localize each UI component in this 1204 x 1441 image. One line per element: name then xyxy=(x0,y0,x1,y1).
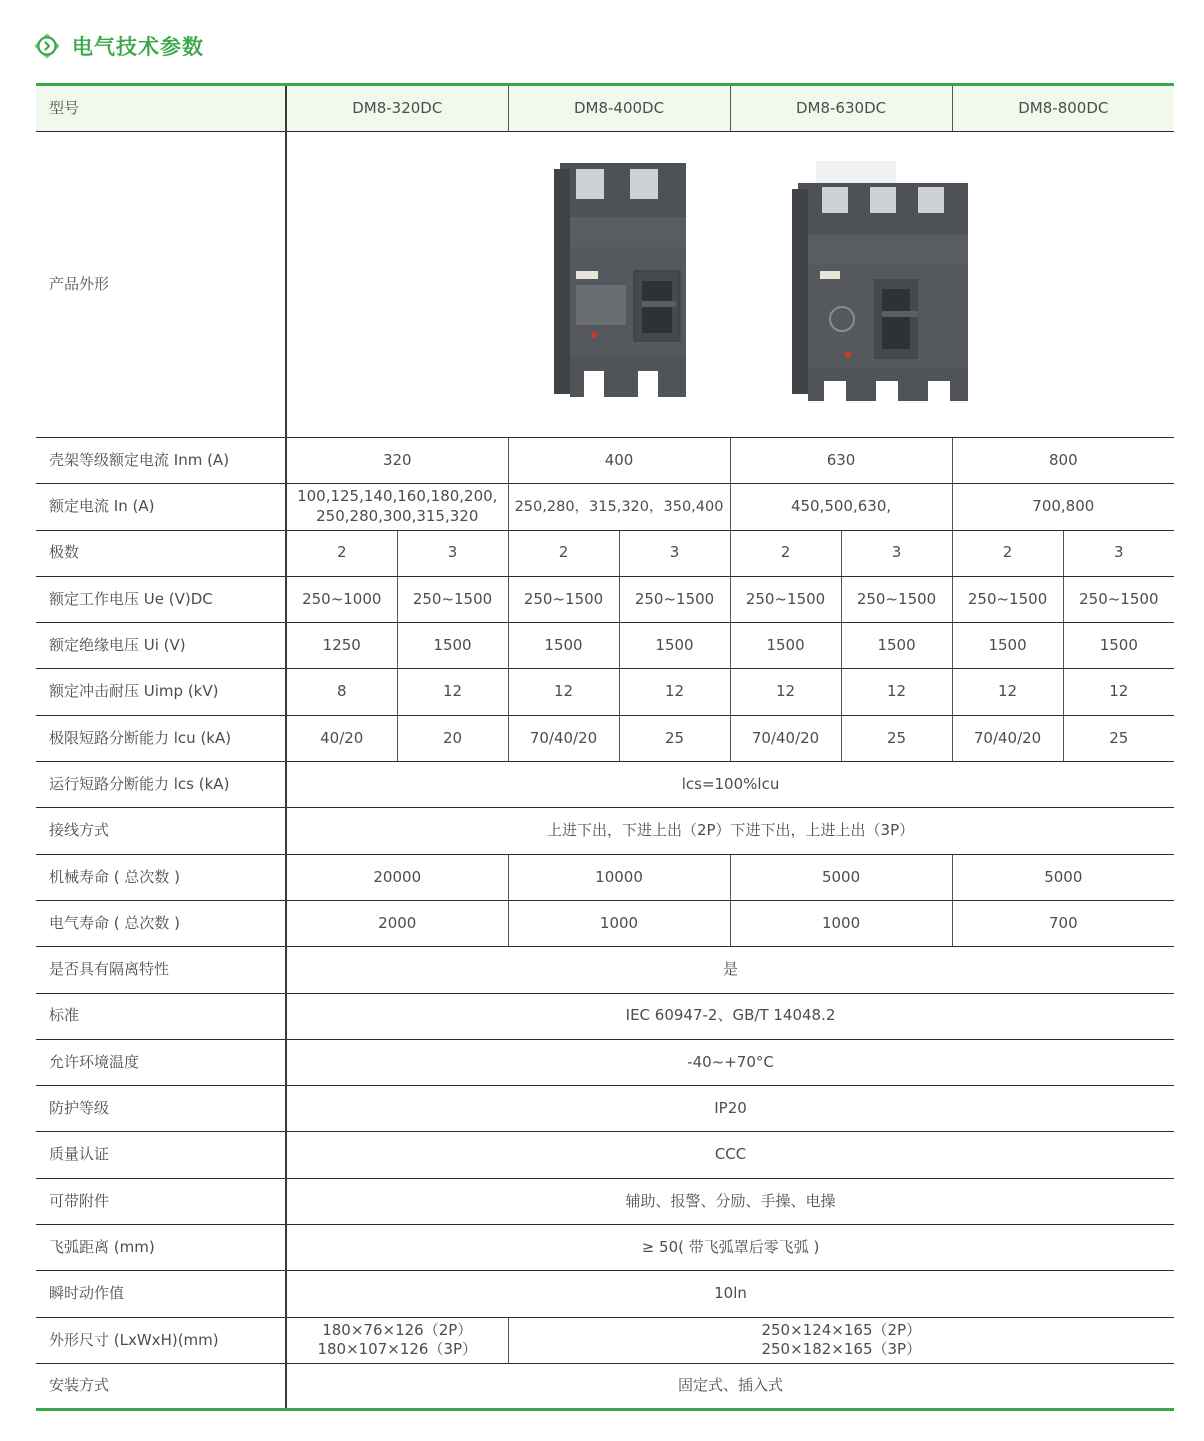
cell: -40~+70°C xyxy=(286,1039,1174,1085)
cell: 1500 xyxy=(508,623,619,669)
cell: 10ln xyxy=(286,1271,1174,1317)
table-row xyxy=(36,669,1174,715)
cell: 250,280，315,320，350,400 xyxy=(508,484,730,530)
cell: 250~1500 xyxy=(841,576,952,622)
row-label: 额定工作电压 Ue (V)DC xyxy=(36,576,286,622)
cell: 70/40/20 xyxy=(730,715,841,761)
row-label: 外形尺寸 (LxWxH)(mm) xyxy=(36,1317,286,1363)
table-row xyxy=(36,530,1174,576)
cell: 是 xyxy=(286,947,1174,993)
row-label: 产品外形 xyxy=(36,132,286,438)
cell: 3 xyxy=(397,530,508,576)
row-label: 可带附件 xyxy=(36,1178,286,1224)
cell xyxy=(286,484,508,530)
model-header: DM8-630DC xyxy=(730,85,952,132)
cell: 5000 xyxy=(730,854,952,900)
row-label: 接线方式 xyxy=(36,808,286,854)
product-images xyxy=(286,132,1174,438)
table-row xyxy=(36,808,1174,854)
cell: lcs=100%lcu xyxy=(286,762,1174,808)
cell: 250~1500 xyxy=(952,576,1063,622)
row-label: 防护等级 xyxy=(36,1086,286,1132)
cell-line: 180×107×126（3P） xyxy=(317,1340,478,1359)
cell: CCC xyxy=(286,1132,1174,1178)
section-header xyxy=(34,30,204,62)
table-row xyxy=(36,1178,1174,1224)
cell: 250~1500 xyxy=(397,576,508,622)
table-row xyxy=(36,854,1174,900)
cell: 1000 xyxy=(730,900,952,946)
cell: IP20 xyxy=(286,1086,1174,1132)
table-row xyxy=(36,947,1174,993)
cell: 250~1500 xyxy=(730,576,841,622)
cell: 630 xyxy=(730,438,952,484)
table-row xyxy=(36,1086,1174,1132)
cell: 12 xyxy=(841,669,952,715)
cell-line: 180×76×126（2P） xyxy=(322,1320,473,1339)
spec-table xyxy=(36,83,1174,1411)
cell: 8 xyxy=(286,669,397,715)
table-row xyxy=(36,576,1174,622)
row-label: 极数 xyxy=(36,530,286,576)
cell: 12 xyxy=(397,669,508,715)
cell: 250~1500 xyxy=(508,576,619,622)
cell: IEC 60947-2、GB/T 14048.2 xyxy=(286,993,1174,1039)
cell: 2 xyxy=(508,530,619,576)
cell: 1500 xyxy=(952,623,1063,669)
cell: 2 xyxy=(730,530,841,576)
row-label: 允许环境温度 xyxy=(36,1039,286,1085)
cell: 固定式、插入式 xyxy=(286,1363,1174,1409)
table-row xyxy=(36,623,1174,669)
cell: 320 xyxy=(286,438,508,484)
cell: 25 xyxy=(619,715,730,761)
cell: 1500 xyxy=(619,623,730,669)
cell: 25 xyxy=(1063,715,1174,761)
cell: 12 xyxy=(619,669,730,715)
cell-line: 100,125,140,160,180,200, xyxy=(297,487,498,506)
row-label: 飞弧距离 (mm) xyxy=(36,1225,286,1271)
cell: 40/20 xyxy=(286,715,397,761)
cell: 400 xyxy=(508,438,730,484)
cell-line: 250,280,300,315,320 xyxy=(316,506,479,525)
3-pole-breaker-image xyxy=(786,159,976,410)
table-header-row xyxy=(36,85,1174,132)
model-header: DM8-320DC xyxy=(286,85,508,132)
table-row xyxy=(36,1317,1174,1363)
cell: 辅助、报警、分励、手操、电操 xyxy=(286,1178,1174,1224)
cell: 250~1000 xyxy=(286,576,397,622)
cell: 2 xyxy=(952,530,1063,576)
table-row xyxy=(36,132,1174,438)
cell: 1500 xyxy=(1063,623,1174,669)
cell: 10000 xyxy=(508,854,730,900)
table-row xyxy=(36,438,1174,484)
row-label: 机械寿命 ( 总次数 ) xyxy=(36,854,286,900)
cell: 1500 xyxy=(841,623,952,669)
row-label: 极限短路分断能力 lcu (kA) xyxy=(36,715,286,761)
row-label: 额定绝缘电压 Ui (V) xyxy=(36,623,286,669)
cell: 2 xyxy=(286,530,397,576)
table-row xyxy=(36,762,1174,808)
row-label: 额定冲击耐压 Uimp (kV) xyxy=(36,669,286,715)
table-row xyxy=(36,1225,1174,1271)
table-row xyxy=(36,993,1174,1039)
row-label: 瞬时动作值 xyxy=(36,1271,286,1317)
cell: 3 xyxy=(841,530,952,576)
table-row xyxy=(36,1271,1174,1317)
cell: 700,800 xyxy=(952,484,1174,530)
cell-line: 250×182×165（3P） xyxy=(761,1340,922,1359)
cell: 250~1500 xyxy=(1063,576,1174,622)
cell-line: 250×124×165（2P） xyxy=(761,1320,922,1339)
cell: 25 xyxy=(841,715,952,761)
cell xyxy=(508,1317,1174,1363)
cell: 3 xyxy=(619,530,730,576)
cell: 5000 xyxy=(952,854,1174,900)
row-label: 壳架等级额定电流 Inm (A) xyxy=(36,438,286,484)
cell: 70/40/20 xyxy=(952,715,1063,761)
row-label: 额定电流 In (A) xyxy=(36,484,286,530)
cell: 上进下出，下进上出（2P）下进下出，上进上出（3P） xyxy=(286,808,1174,854)
cell: 2000 xyxy=(286,900,508,946)
cell: 450,500,630, xyxy=(730,484,952,530)
row-label: 标准 xyxy=(36,993,286,1039)
row-label: 质量认证 xyxy=(36,1132,286,1178)
row-label: 安装方式 xyxy=(36,1363,286,1409)
cell: 12 xyxy=(1063,669,1174,715)
table-row xyxy=(36,715,1174,761)
table-row xyxy=(36,484,1174,530)
header-label: 型号 xyxy=(36,85,286,132)
cell: 1250 xyxy=(286,623,397,669)
cell: 12 xyxy=(508,669,619,715)
row-label: 运行短路分断能力 lcs (kA) xyxy=(36,762,286,808)
model-header: DM8-800DC xyxy=(952,85,1174,132)
table-row xyxy=(36,1039,1174,1085)
cell: 800 xyxy=(952,438,1174,484)
cell: 12 xyxy=(730,669,841,715)
cell: 1500 xyxy=(730,623,841,669)
row-label: 电气寿命 ( 总次数 ) xyxy=(36,900,286,946)
chevron-right-circle-icon xyxy=(34,33,60,59)
model-header: DM8-400DC xyxy=(508,85,730,132)
cell: 700 xyxy=(952,900,1174,946)
cell: 70/40/20 xyxy=(508,715,619,761)
table-row xyxy=(36,1132,1174,1178)
table-row xyxy=(36,900,1174,946)
section-title: 电气技术参数 xyxy=(72,35,204,59)
cell: 250~1500 xyxy=(619,576,730,622)
cell: 1000 xyxy=(508,900,730,946)
row-label: 是否具有隔离特性 xyxy=(36,947,286,993)
cell: 3 xyxy=(1063,530,1174,576)
cell xyxy=(286,1317,508,1363)
2-pole-breaker-image xyxy=(546,159,696,410)
cell: 12 xyxy=(952,669,1063,715)
cell: ≥ 50( 带飞弧罩后零飞弧 ) xyxy=(286,1225,1174,1271)
table-row xyxy=(36,1363,1174,1409)
cell: 20000 xyxy=(286,854,508,900)
cell: 1500 xyxy=(397,623,508,669)
cell: 20 xyxy=(397,715,508,761)
